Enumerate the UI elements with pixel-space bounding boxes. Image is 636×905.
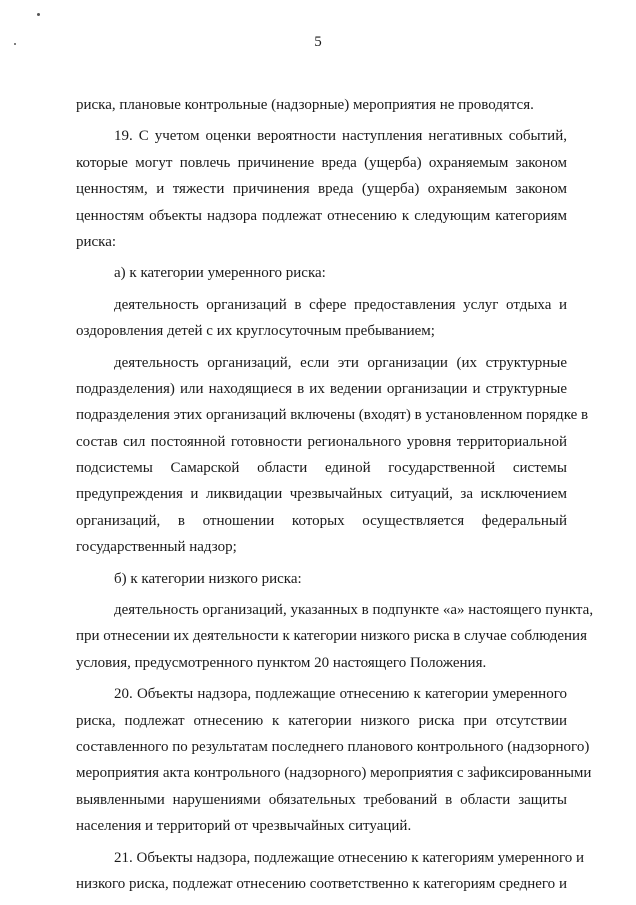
text-line: мероприятия акта контрольного (надзорного) мероприятия с зафиксированными [76, 765, 592, 782]
text-line: 19. С учетом оценки вероятности наступления негативных событий, [114, 128, 567, 145]
text-line: при отнесении их деятельности к категории низкого риска в случае соблюдения [76, 628, 587, 645]
text-line: условия, предусмотренного пунктом 20 настоящего Положения. [76, 654, 487, 671]
text-line: предупреждения и ликвидации чрезвычайных ситуаций, за исключением [76, 486, 567, 503]
text-line: которые могут повлечь причинение вреда (ущерба) охраняемым законом [76, 154, 567, 171]
text-line: риска, плановые контрольные (надзорные) мероприятия не проводятся. [76, 97, 534, 113]
text-line: подразделения этих организаций включены (входят) в установленном порядке в [76, 407, 589, 424]
text-line: риска: [76, 233, 117, 250]
text-line: населения и территорий от чрезвычайных ситуаций. [76, 818, 412, 835]
page-number: 5 [314, 34, 322, 50]
text-line: а) к категории умеренного риска: [114, 265, 326, 282]
text-line: оздоровления детей с их круглосуточным пребыванием; [76, 323, 435, 340]
text-line: подразделения) или находящиеся в их ведении организации и структурные [76, 380, 567, 397]
scan-speck [37, 13, 40, 16]
text-line: подсистемы Самарской области единой государственной системы [76, 460, 567, 477]
text-line: б) к категории низкого риска: [114, 570, 302, 587]
text-line: низкого риска, подлежат отнесению соответственно к категориям среднего и [76, 875, 567, 892]
document-body [76, 92, 594, 897]
text-line: 20. Объекты надзора, подлежащие отнесению к категории умеренного [114, 686, 567, 703]
text-line: состав сил постоянной готовности регионального уровня территориальной [76, 433, 567, 450]
text-line: риска, подлежат отнесению к категории низкого риска при отсутствии [76, 712, 567, 729]
text-line: организаций, в отношении которых осуществляется федеральный [76, 512, 567, 529]
text-line: 21. Объекты надзора, подлежащие отнесению к категориям умеренного и [114, 849, 585, 866]
text-line: ценностям, и тяжести причинения вреда (ущерба) охраняемым законом [76, 181, 567, 198]
text-line: государственный надзор; [76, 539, 237, 556]
text-line: деятельность организаций, если эти организации (их структурные [114, 354, 567, 371]
text-line: деятельность организаций, указанных в подпункте «а» настоящего пункта, [114, 602, 594, 619]
text-line: ценностям объекты надзора подлежат отнесению к следующим категориям [76, 207, 567, 224]
text-line: составленного по результатам последнего планового контрольного (надзорного) [76, 738, 590, 755]
text-line: выявленными нарушениями обязательных требований в области защиты [76, 791, 567, 808]
text-line: деятельность организаций в сфере предоставления услуг отдыха и [114, 296, 567, 313]
